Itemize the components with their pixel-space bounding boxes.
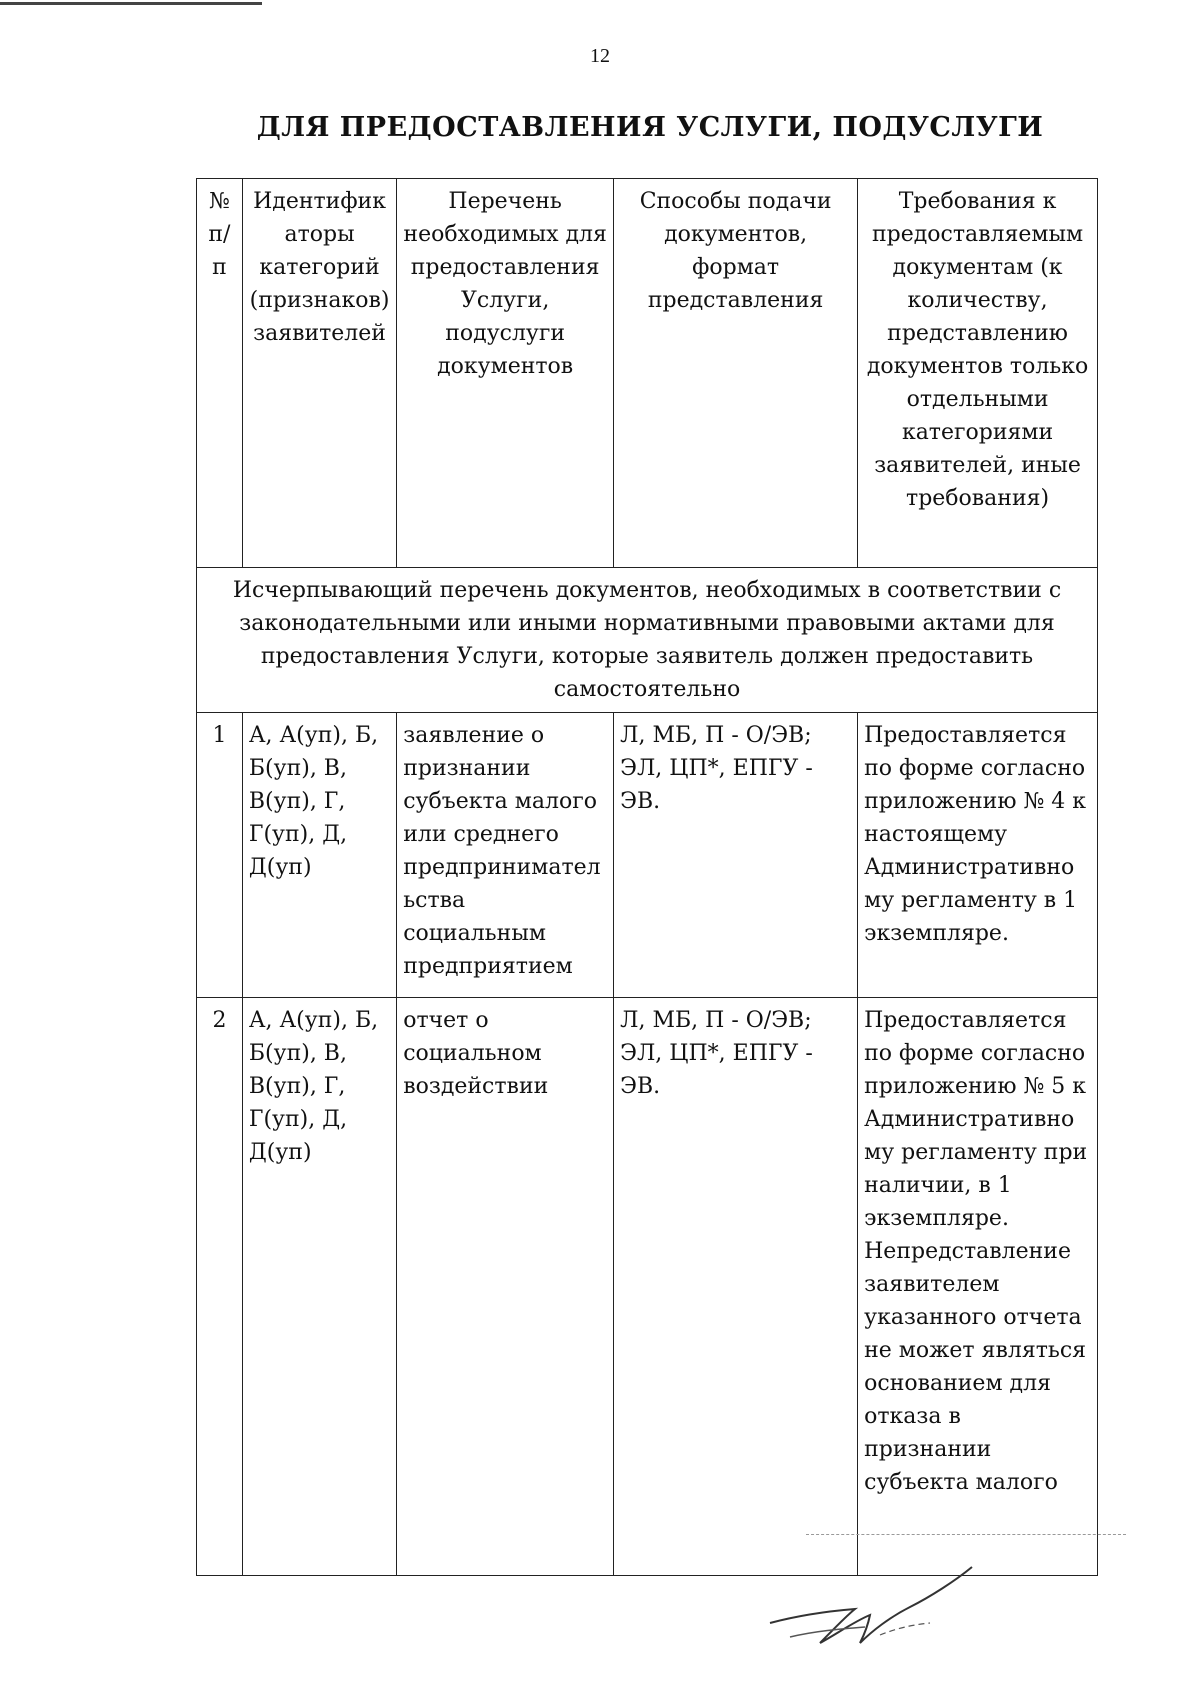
documents-table (196, 178, 1098, 1576)
handwritten-signature-icon (760, 1545, 980, 1655)
row-number: 1 (197, 713, 243, 998)
header-cell-methods: Способы подачи документов, формат представления (614, 179, 858, 568)
table-row (197, 998, 1098, 1576)
dashed-scan-line (806, 1534, 1126, 1535)
table-row (197, 713, 1098, 998)
table-section-row (197, 568, 1098, 713)
page-title: ДЛЯ ПРЕДОСТАВЛЕНИЯ УСЛУГИ, ПОДУСЛУГИ (256, 112, 1044, 143)
row-requirements: Предоставляется по форме согласно приложению № 5 к Административно му регламенту при наличии, в 1 экземпляре. Непредставление заявителем указанного отчета не может являться основанием для отказа в признании субъекта малого (858, 998, 1098, 1576)
row-requirements: Предоставляется по форме согласно приложению № 4 к настоящему Административно му регламенту в 1 экземпляре. (858, 713, 1098, 998)
header-cell-documents: Перечень необходимых для предоставления Услуги, подуслуги документов (397, 179, 614, 568)
section-title: Исчерпывающий перечень документов, необходимых в соответствии с законодательными или иными нормативными правовыми актами для предоставления Услуги, которые заявитель должен предоставить самостоятельно (197, 568, 1098, 713)
row-categories: А, А(уп), Б, Б(уп), В, В(уп), Г, Г(уп), Д, Д(уп) (242, 998, 396, 1576)
row-categories: А, А(уп), Б, Б(уп), В, В(уп), Г, Г(уп), Д, Д(уп) (242, 713, 396, 998)
row-number: 2 (197, 998, 243, 1576)
row-methods: Л, МБ, П - О/ЭВ; ЭЛ, ЦП*, ЕПГУ - ЭВ. (614, 713, 858, 998)
header-cell-requirements: Требования к предоставляемым документам (к количеству, представлению документов только отдельными категориями заявителей, иные требования) (858, 179, 1098, 568)
row-methods: Л, МБ, П - О/ЭВ; ЭЛ, ЦП*, ЕПГУ - ЭВ. (614, 998, 858, 1576)
row-document: заявление о признании субъекта малого или среднего предпринимател ьства социальным предприятием (397, 713, 614, 998)
header-cell-categories: Идентифик аторы категорий (признаков) заявителей (242, 179, 396, 568)
page-number: 12 (590, 45, 610, 67)
header-cell-number: № п/п (197, 179, 243, 568)
top-scan-mark (0, 2, 262, 5)
table-header-row (197, 179, 1098, 568)
row-document: отчет о социальном воздействии (397, 998, 614, 1576)
